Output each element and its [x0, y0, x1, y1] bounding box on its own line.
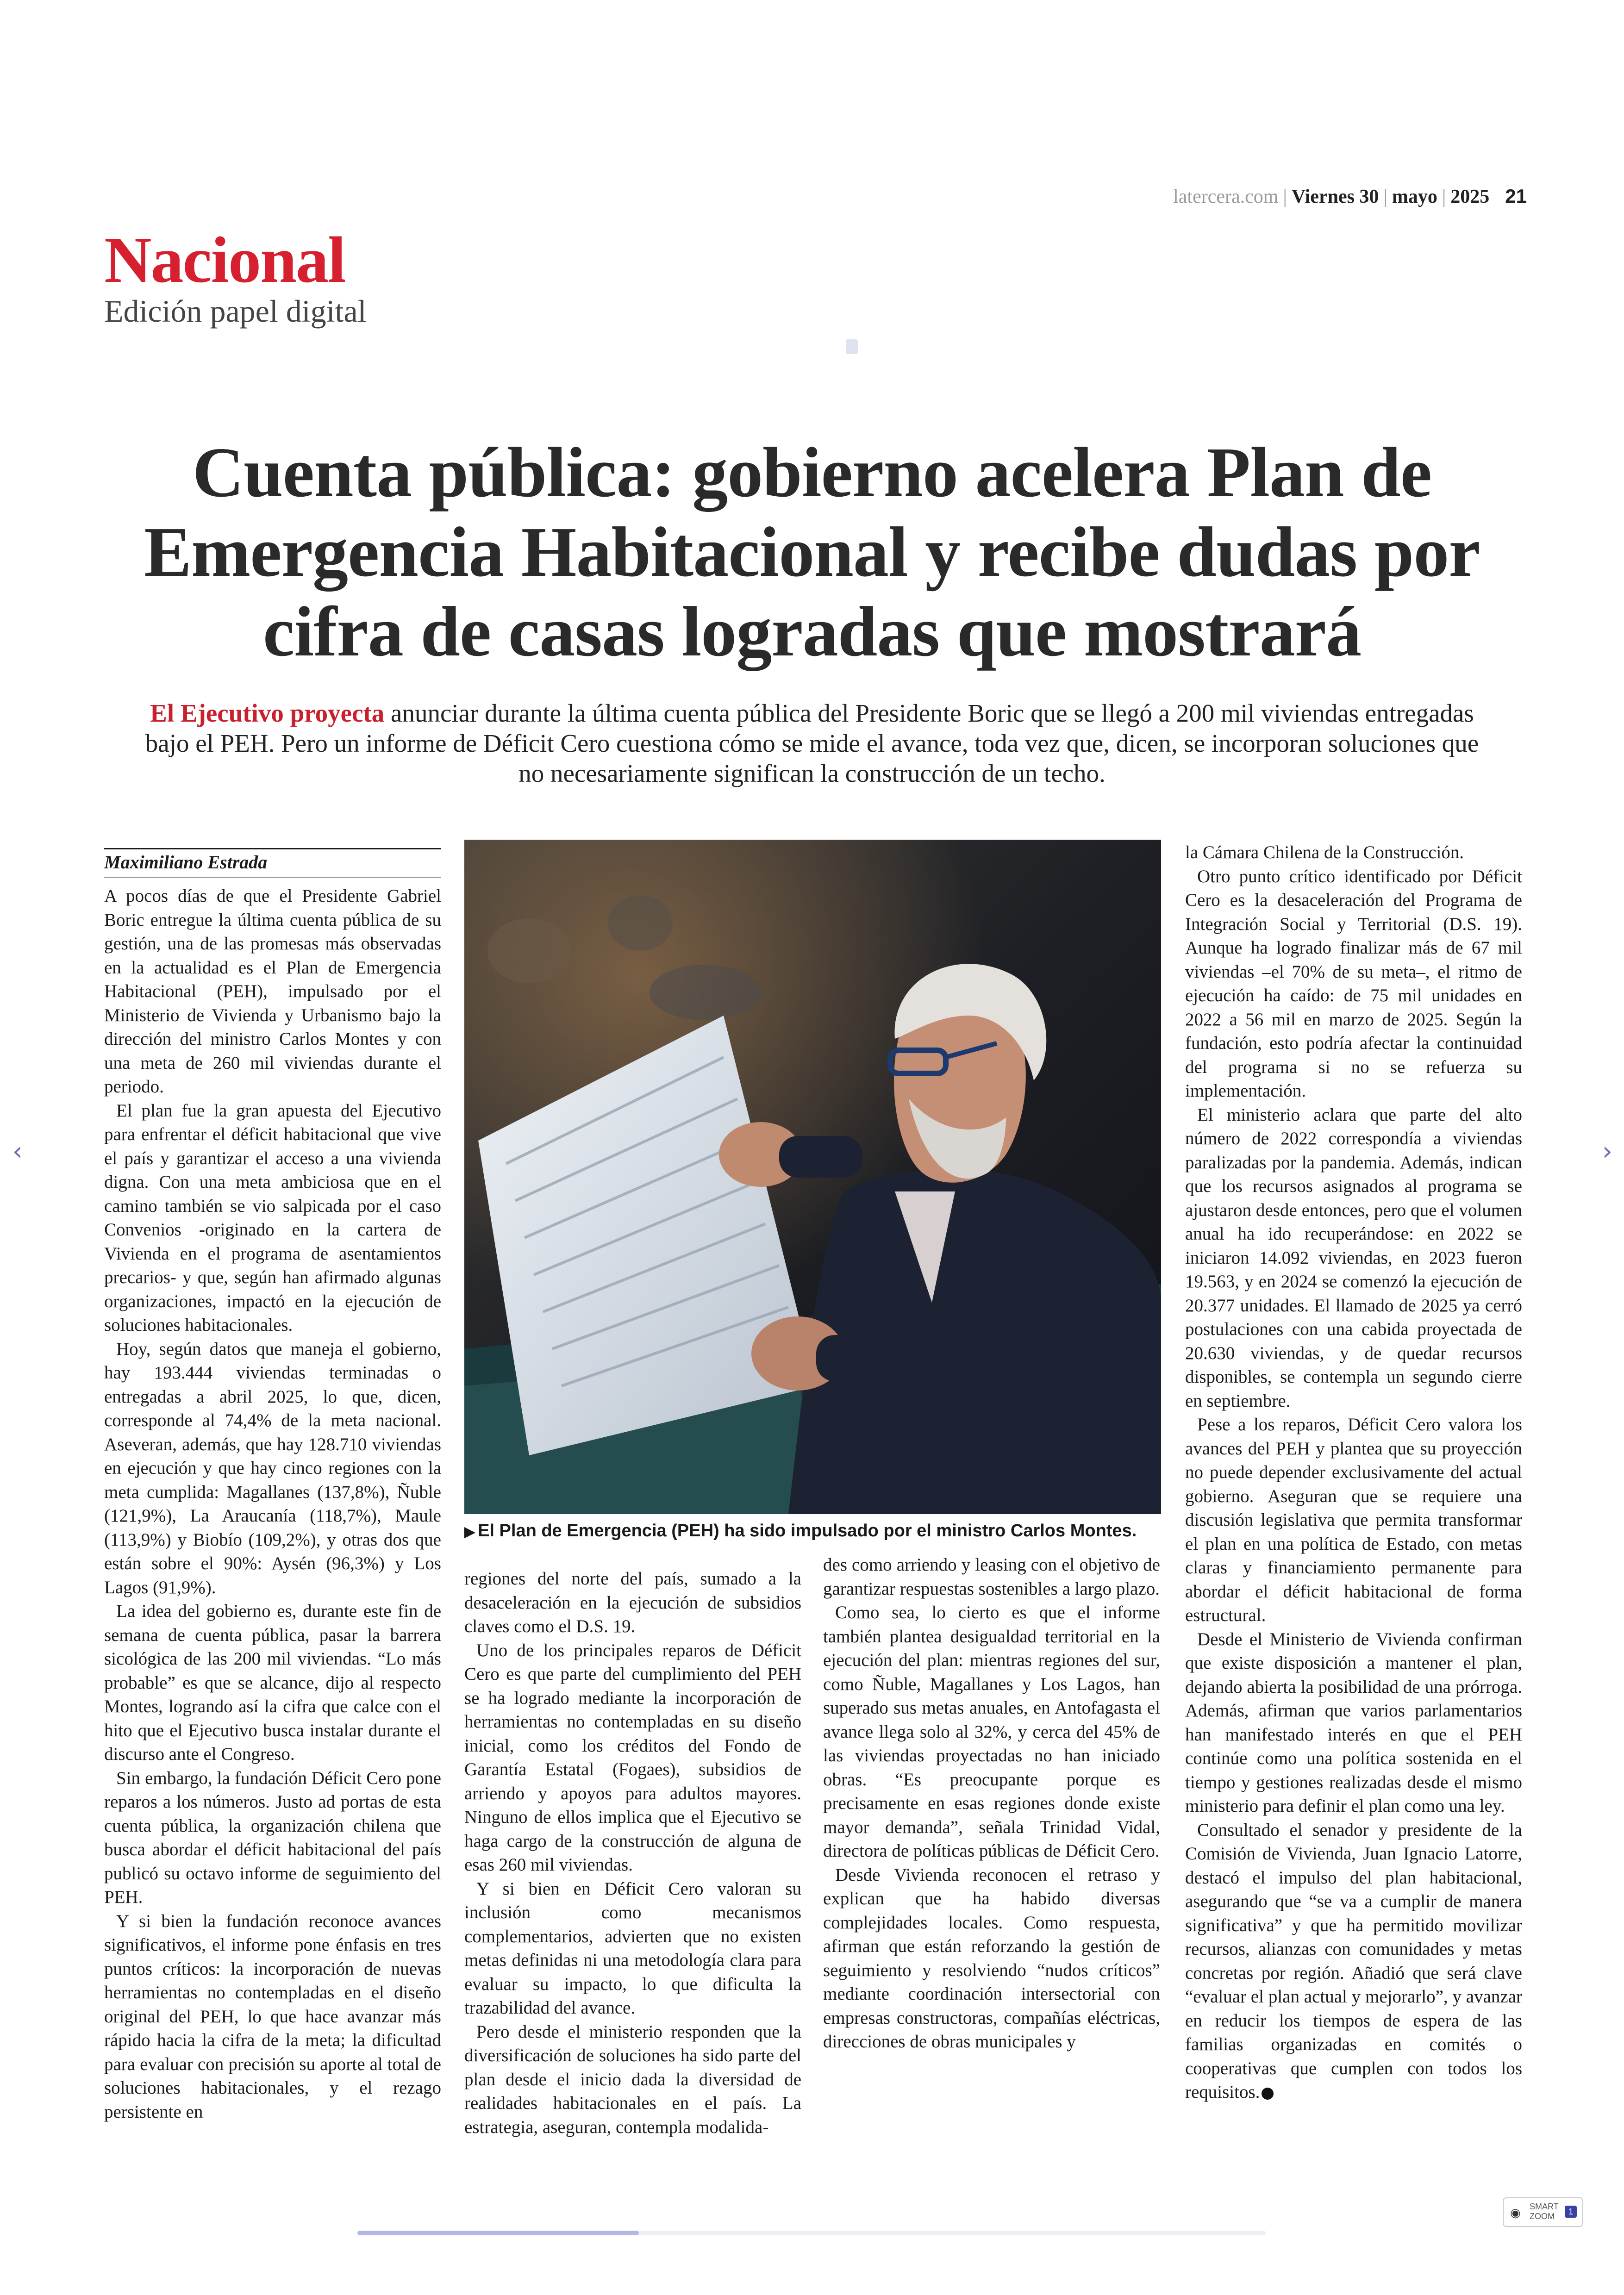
end-of-article-bullet	[1262, 2088, 1274, 2100]
paragraph: Uno de los principales reparos de Déficit Cero es que parte del cumplimiento del PEH se ha logrado mediante la incorporación de herramientas no contempladas en su diseño inicial, como los créditos del Fondo de Garantía Estatal (Fogaes), subsidios de arriendo y apoyos para adultos mayores. Ninguno de ellos implica que el Ejecutivo se haga cargo de la construcción de alguna de esas 260 mil viviendas.	[464, 1640, 801, 1875]
edition-label: Edición papel digital	[104, 293, 367, 329]
date-weekday: Viernes 30	[1291, 186, 1379, 207]
photo-illustration	[464, 840, 1161, 1514]
smart-zoom-button[interactable]	[1503, 2197, 1583, 2227]
paragraph: La idea del gobierno es, durante este fin de semana de cuenta pública, pasar la barrera sicológica de las 200 mil viviendas. “Lo más probable” es que se alcance, dijo al respecto Montes, logrando así la cifra que calce con el hito que el Ejecutivo busca instalar durante el discurso ante el Congreso.	[104, 1601, 441, 1764]
chevron-right-icon[interactable]: ›	[1602, 1136, 1613, 1166]
chevron-left-icon[interactable]: ‹	[12, 1136, 23, 1166]
smart-zoom-badge: 1	[1565, 2206, 1577, 2218]
date-year: 2025	[1450, 186, 1490, 207]
caption-text: El Plan de Emergencia (PEH) ha sido impulsado por el ministro Carlos Montes.	[478, 1521, 1137, 1540]
smart-zoom-label: SMART ZOOM	[1530, 2202, 1559, 2221]
reading-progress-fill	[357, 2231, 639, 2235]
paragraph: Desde el Ministerio de Vivienda confirman que existe disposición a mantener el plan, dejando abierta la posibilidad de una prórroga. Además, afirman que varios parlamentarios han manifestado interés en que el PEH continúe como una política sostenida en el tiempo y gestiones realizadas desde el mismo ministerio para definir el plan como una ley.	[1185, 1629, 1522, 1816]
photo-caption	[464, 1520, 1161, 1543]
eye-icon: ◉	[1510, 2206, 1521, 2220]
page-folio: latercera.com | Viernes 30 | mayo | 2025 21	[1173, 185, 1527, 207]
site-name: latercera.com	[1173, 186, 1279, 207]
paragraph: Pero desde el ministerio responden que la diversificación de soluciones ha sido parte del plan desde el inicio dada la diversidad de realidades habitacionales en el país. La estrategia, aseguran, contempla modalida-	[464, 2021, 801, 2137]
paragraph: Y si bien en Déficit Cero valoran su inclusión como mecanismos complementarios, advierten que no existen metas definidas ni una metodología clara para evaluar su impacto, lo que dificulta la trazabilidad del avance.	[464, 1878, 801, 2018]
paragraph: Desde Vivienda reconocen el retraso y explican que ha habido diversas complejidades locales. Como respuesta, afirman que están reforzando la gestión de seguimiento y resolviendo “nudos críticos” mediante coordinación intersectorial con empresas constructoras, compañías eléctricas, direcciones de obras municipales y	[823, 1865, 1160, 2052]
paragraph: Y si bien la fundación reconoce avances significativos, el informe pone énfasis en tres puntos críticos: la incorporación de nuevas herramientas no contempladas en el diseño original del PEH, lo que hace avanzar más rápido hacia la cifra de la meta; la dificultad para evaluar con precisión su aporte al total de soluciones habitacionales, y el rezago persistente en	[104, 1911, 441, 2122]
paragraph: Pese a los reparos, Déficit Cero valora los avances del PEH y plantea que su proyección no puede depender exclusivamente del actual gobierno. Aseguran que se requiere una discusión legislativa que permita transformar el plan en una política de Estado, con metas claras y financiamiento permanente para abordar el déficit habitacional de forma estructural.	[1185, 1415, 1522, 1625]
deck-text: anunciar durante la última cuenta pública del Presidente Boric que se llegó a 200 mil viviendas entregadas bajo el PEH. Pero un informe de Déficit Cero cuestiona cómo se mide el avance, toda vez que, dicen, se incorporan soluciones que no necesariamente significan la construcción de un techo.	[145, 699, 1479, 787]
paragraph: la Cámara Chilena de la Construcción.	[1185, 842, 1464, 862]
article-column-3	[823, 1553, 1160, 2054]
caption-triangle-icon: ▶	[464, 1524, 475, 1540]
paragraph: Sin embargo, la fundación Déficit Cero pone reparos a los números. Justo ad portas de esta cuenta pública, la organización chilena que busca abordar el déficit habitacional del país publicó su octavo informe de seguimiento del PEH.	[104, 1768, 441, 1907]
page-marker[interactable]	[846, 339, 858, 354]
paragraph: des como arriendo y leasing con el objetivo de garantizar respuestas sostenibles a largo plazo.	[823, 1555, 1160, 1599]
paragraph: El plan fue la gran apuesta del Ejecutivo para enfrentar el déficit habitacional que vive el país y garantizar el acceso a una vivienda digna. Con una meta ambiciosa que en el camino también se vio salpicada por el caso Convenios -originado en la cartera de Vivienda en el programa de asentamientos precarios- y que, según han afirmado algunas organizaciones, impactó en la ejecución de soluciones habitacionales.	[104, 1100, 441, 1335]
article-column-1	[104, 884, 441, 2124]
paragraph: Otro punto crítico identificado por Déficit Cero es la desaceleración del Programa de Integración Social y Territorial (D.S. 19). Aunque ha logrado finalizar más de 67 mil viviendas –el 70% de su meta–, el ritmo de ejecución ha caído: de 75 mil unidades en 2022 a 56 mil en marzo de 2025. Según la fundación, esto podría afectar la continuidad del programa si no se refuerza su implementación.	[1185, 866, 1522, 1101]
article-headline: Cuenta pública: gobierno acelera Plan de Emergencia Habitacional y recibe dudas por cifra de casas logradas que mostrará	[144, 433, 1480, 671]
byline: Maximiliano Estrada	[104, 848, 441, 878]
paragraph: Como sea, lo cierto es que el informe también plantea desigualdad territorial en la ejecución del plan: mientras regiones del sur, como Ñuble, Magallanes y Los Lagos, han superado sus metas anuales, en Antofagasta el avance llega solo al 32%, y cerca del 45% de las viviendas proyectadas no han iniciado obras. “Es preocupante porque es precisamente en esas regiones donde existe mayor demanda”, señala Trinidad Vidal, directora de políticas públicas de Déficit Cero.	[823, 1603, 1160, 1861]
date-month: mayo	[1392, 186, 1437, 207]
paragraph: El ministerio aclara que parte del alto número de 2022 correspondía a viviendas paralizadas por la pandemia. Además, indican que los recursos asignados al programa se ajustaron desde entonces, pero que el volumen anual ha ido recuperándose: en 2022 se iniciaron 14.092 viviendas, en 2023 fueron 19.563, y en 2024 se comenzó la ejecución de 20.377 unidades. El llamado de 2025 ya cerró postulaciones con una cabida proyectada de 20.630 viviendas, y de quedar recursos disponibles, se contempla un segundo cierre en septiembre.	[1185, 1104, 1522, 1411]
paragraph	[1185, 1818, 1522, 2104]
paragraph: regiones del norte del país, sumado a la desaceleración en la ejecución de subsidios claves como el D.S. 19.	[464, 1569, 801, 1636]
article-column-2	[464, 1567, 801, 2139]
paragraph: Hoy, según datos que maneja el gobierno, hay 193.444 viviendas terminadas o entregadas a abril 2025, lo que, dicen, corresponde al 74,4% de la meta nacional. Aseveran, además, que hay 128.710 viviendas en ejecución y que hay cinco regiones con la meta cumplida: Magallanes (137,8%), Ñuble (121,9%), La Araucanía (118,7%), Maule (113,9%) y Biobío (109,2%), y otras dos que están sobre el 90%: Aysén (96,3%) y Los Lagos (91,9%).	[104, 1339, 441, 1597]
paragraph-text: Consultado el senador y presidente de la Comisión de Vivienda, Juan Ignacio Latorre, destacó el impulso del plan habitacional, asegurando que “se va a cumplir de manera significativa” y que ha permitido movilizar recursos, alianzas con comunidades y metas concretas por región. Añadió que será clave “evaluar el plan actual y mejorarlo”, y avanzar en reducir los tiempos de espera de las familias organizadas en comités o cooperativas que cumplen con todos los requisitos.	[1185, 1820, 1522, 2102]
article-deck	[130, 698, 1494, 788]
article-column-4	[1185, 841, 1522, 2104]
article-photo[interactable]	[464, 840, 1161, 1514]
page-number: 21	[1505, 185, 1527, 207]
paragraph: A pocos días de que el Presidente Gabriel Boric entregue la última cuenta pública de su gestión, una de las promesas más observadas en la actualidad es el Plan de Emergencia Habitacional (PEH), impulsado por el Ministerio de Vivienda y Urbanismo bajo la dirección del ministro Carlos Montes y con una meta de 260 mil viviendas durante el periodo.	[104, 886, 441, 1097]
deck-lead: El Ejecutivo proyecta	[150, 699, 385, 727]
section-title: Nacional	[104, 223, 345, 296]
